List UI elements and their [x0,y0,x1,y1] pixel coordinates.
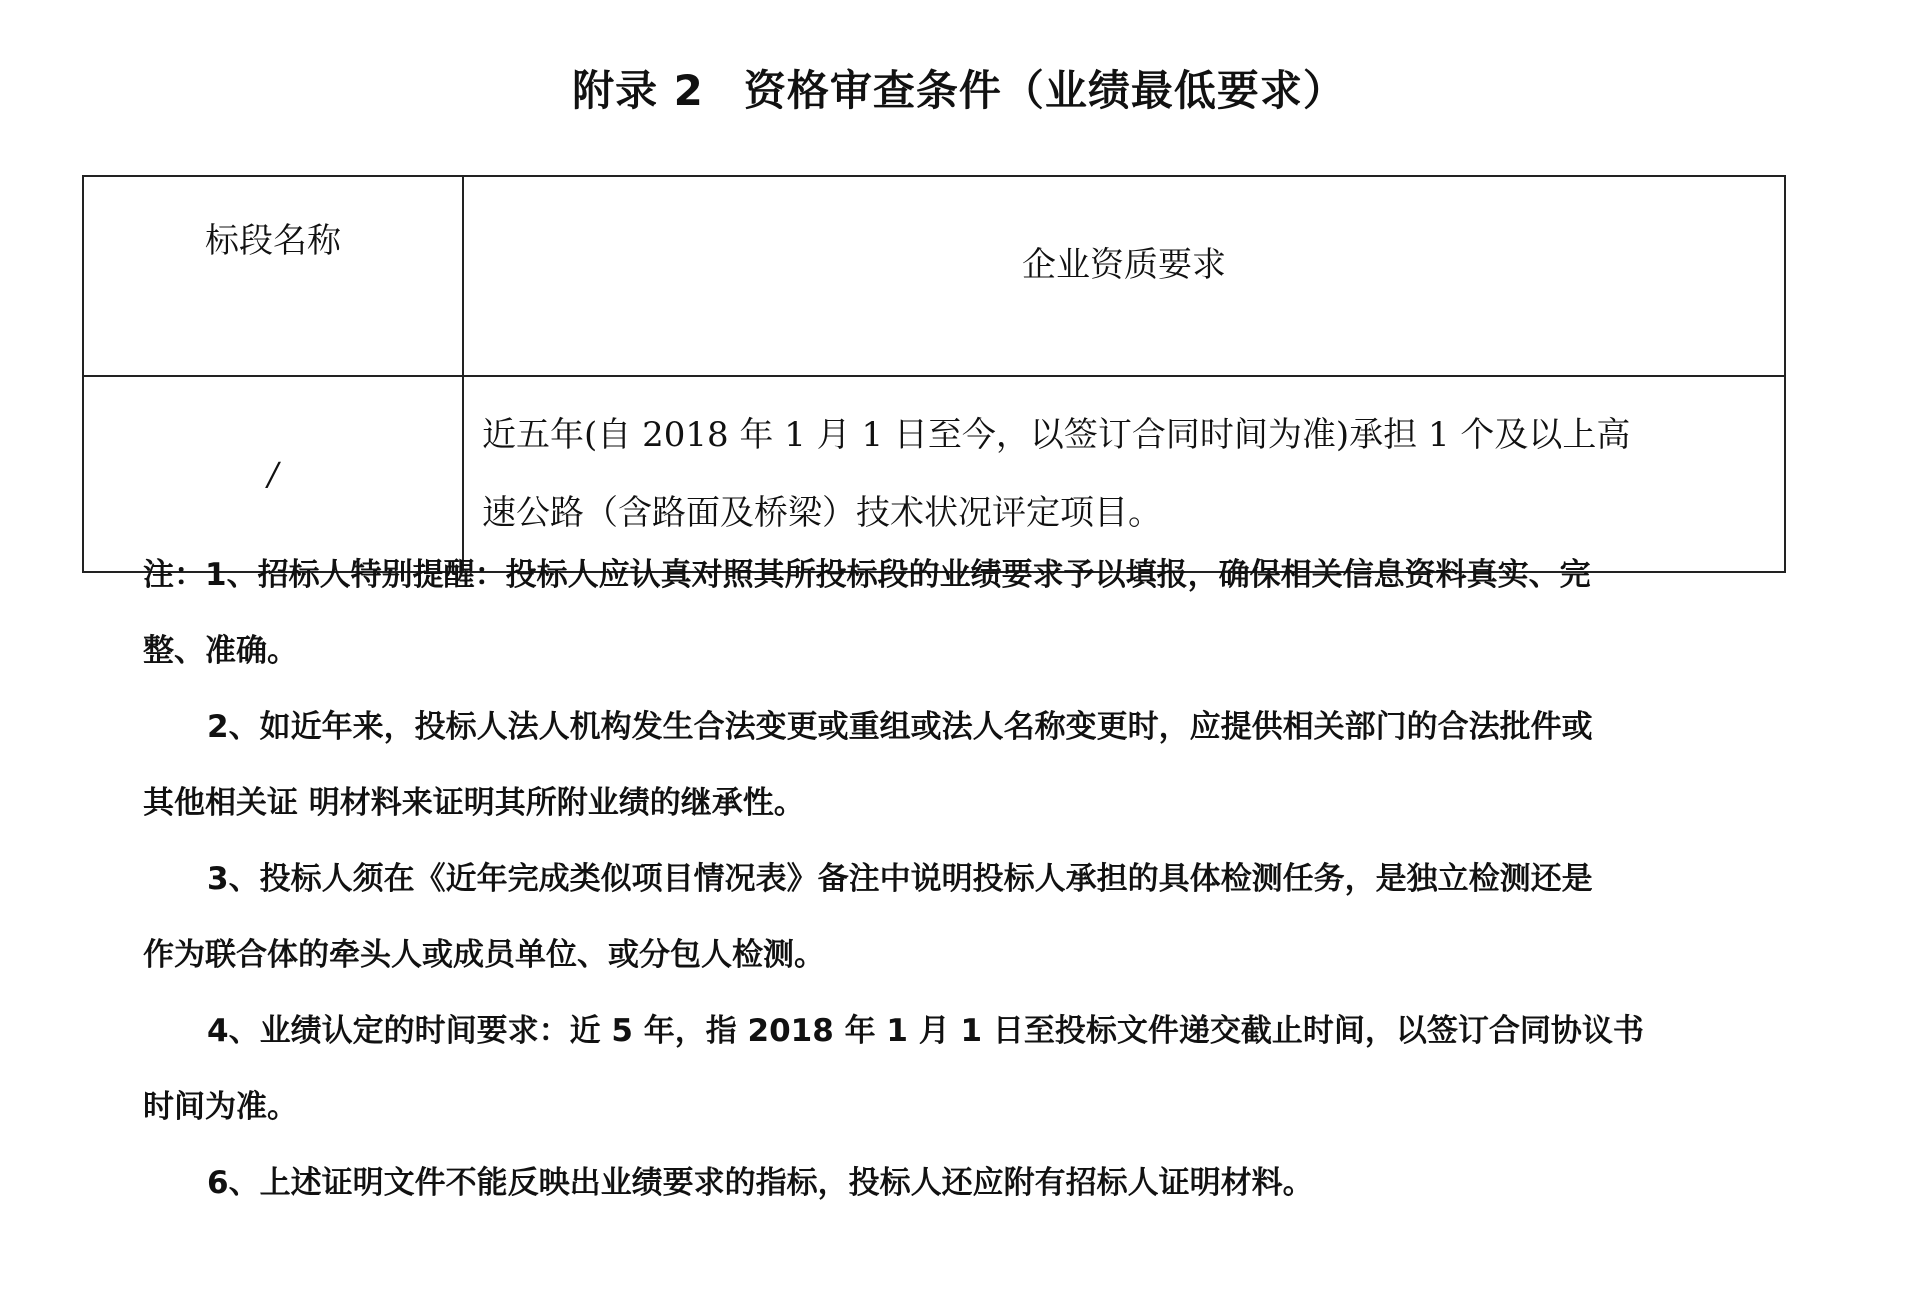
header-qualification-requirement: 企业资质要求 [463,176,1785,376]
note-1-line-1: 注：1、招标人特别提醒：投标人应认真对照其所投标段的业绩要求予以填报，确保相关信息资料真实、完 [143,557,1591,593]
note-2-line-2: 其他相关证 明材料来证明其所附业绩的继承性。 [143,785,805,821]
note-4-line-2: 时间为准。 [143,1089,298,1125]
note-3-line-1: 3、投标人须在《近年完成类似项目情况表》备注中说明投标人承担的具体检测任务，是独立检测还是 [207,861,1593,897]
requirements-table [82,175,1786,573]
title-main: 资格审查条件（业绩最低要求） [743,66,1346,115]
note-3-line-2: 作为联合体的牵头人或成员单位、或分包人检测。 [143,937,825,973]
note-1-line-2: 整、准确。 [143,633,298,669]
cell-section-name: / [83,376,463,572]
note-6-line-1: 6、上述证明文件不能反映出业绩要求的指标，投标人还应附有招标人证明材料。 [207,1165,1314,1201]
page-title [0,58,1918,118]
table-header-row [83,176,1785,376]
requirement-line-2: 速公路（含路面及桥梁）技术状况评定项目。 [482,493,1162,533]
header-section-name: 标段名称 [83,176,463,376]
requirement-line-1: 近五年(自 2018 年 1 月 1 日至今，以签订合同时间为准)承担 1 个及以上高 [482,415,1631,455]
notes-section [143,537,1743,1221]
note-4-line-1: 4、业绩认定的时间要求：近 5 年，指 2018 年 1 月 1 日至投标文件递交截止时间，以签订合同协议书 [207,1013,1644,1049]
note-2-line-1: 2、如近年来，投标人法人机构发生合法变更或重组或法人名称变更时，应提供相关部门的合法批件或 [207,709,1593,745]
title-prefix: 附录 2 [572,66,704,115]
